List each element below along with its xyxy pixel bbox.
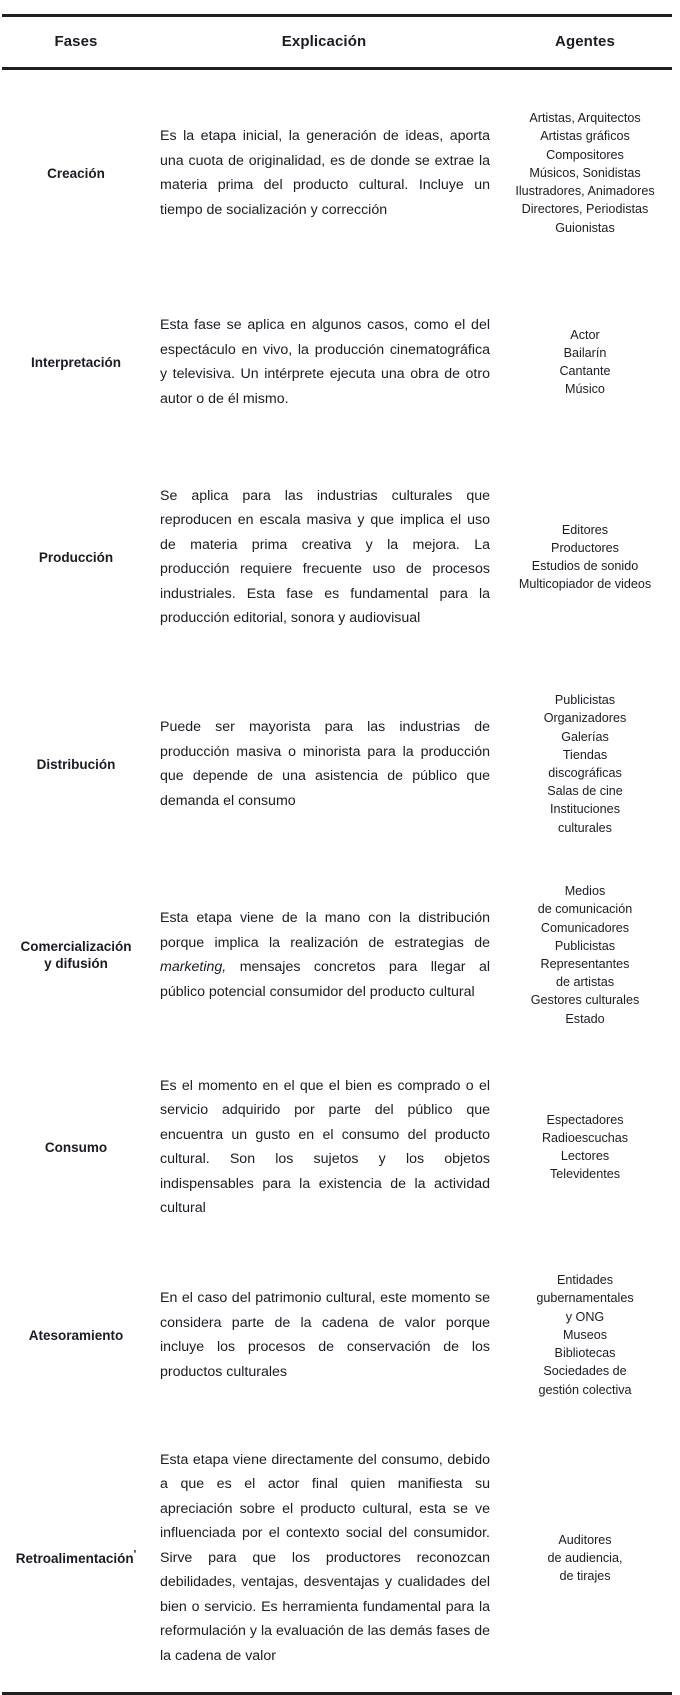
phase-agents <box>498 1246 672 1424</box>
phase-explanation <box>150 448 498 666</box>
agent-item: Representantes <box>540 957 630 971</box>
agent-item: Compositores <box>546 147 624 162</box>
phase-explanation <box>150 276 498 448</box>
agent-item: Editores <box>561 522 609 537</box>
phase-name: Creación <box>47 165 105 181</box>
phase-name-line2: y difusión <box>44 956 108 971</box>
agent-item: de tirajes <box>559 1569 611 1584</box>
footnote-marker: ' <box>133 1548 137 1560</box>
agent-item: y ONG <box>565 1309 605 1324</box>
agent-item: Artistas gráficos <box>540 129 630 144</box>
agent-item: Directores, Periodistas <box>521 202 649 217</box>
phase-explanation <box>150 1048 498 1246</box>
agent-item: Gestores culturales <box>530 993 640 1008</box>
explanation-part-post: mensajes concretos para llegar al público potencial consumidor del producto cultural <box>160 959 490 1000</box>
explanation-text <box>160 906 490 1004</box>
agent-item: Músicos, Sonidistas <box>529 165 641 180</box>
table-row <box>2 1048 672 1246</box>
column-header-fases: Fases <box>54 33 98 50</box>
agent-item: Auditores <box>558 1532 612 1547</box>
phase-agents <box>498 1048 672 1246</box>
explanation-text: Puede ser mayorista para las industrias de producción masiva o minorista para la producción que depende de una asistencia de público que demanda el consumo <box>160 719 490 809</box>
agent-item: Salas de cine <box>547 784 623 799</box>
agent-item: Productores <box>551 540 619 555</box>
agent-item: de comunicación <box>537 902 633 917</box>
agent-item: Bibliotecas <box>554 1346 616 1361</box>
table-row <box>2 448 672 666</box>
phase-agents <box>498 1424 672 1694</box>
explanation-text: Se aplica para las industrias culturales que reproducen en escala masiva y que implica el uso de materia prima creativa y la mejora. La producción requiere frecuente uso de procesos industriales. Esta fase es fundamental para la producción editorial, sonora y audiovisual <box>160 487 490 626</box>
explanation-text: Esta fase se aplica en algunos casos, como el del espectáculo en vivo, la producción cinematográfica y televisiva. Un intérprete ejecuta una obra de otro autor o de él mismo. <box>160 317 490 407</box>
agent-item: Lectores <box>560 1149 610 1163</box>
phase-name-text: Retroalimentación <box>15 1550 134 1566</box>
explanation-part-pre: Esta etapa viene de la mano con la distribución porque implica la realización de estrategias de <box>160 910 490 951</box>
explanation-text: Es la etapa inicial, la generación de ideas, aporta una cuota de originalidad, es de donde se extrae la materia prima del producto cultural. Incluye un tiempo de socialización y corrección <box>160 128 490 218</box>
agent-item: Publicistas <box>554 938 616 953</box>
agent-item: Artistas, Arquitectos <box>529 111 641 126</box>
phase-name: Distribución <box>36 756 116 772</box>
phase-explanation <box>150 862 498 1048</box>
agent-item: Guionistas <box>555 220 615 235</box>
agent-item: Comunicadores <box>540 920 630 935</box>
phase-explanation <box>150 666 498 862</box>
agent-item: Actor <box>570 327 600 342</box>
agent-item: Estudios de sonido <box>531 559 639 573</box>
agent-item: Entidades <box>556 1273 613 1288</box>
table-row <box>2 1424 672 1694</box>
agent-item: de audiencia, <box>547 1550 623 1565</box>
agent-item: Músico <box>565 382 605 397</box>
phase-name: Interpretación <box>30 354 122 370</box>
agent-item: Radioescuchas <box>541 1130 629 1145</box>
table-header <box>2 16 672 69</box>
phase-name-line1: Comercialización <box>20 939 132 954</box>
agent-item: Ilustradores, Animadores <box>515 184 655 199</box>
agent-item: Instituciones <box>549 802 620 817</box>
explanation-emphasis: marketing, <box>160 959 227 975</box>
phase-name: Atesoramiento <box>28 1327 124 1343</box>
cultural-value-chain-table <box>2 14 672 1695</box>
agent-item: Medios <box>564 884 606 899</box>
table-row <box>2 276 672 448</box>
agent-item: de artistas <box>555 975 615 990</box>
agent-item: Multicopiador de videos <box>518 577 652 592</box>
column-header-agentes: Agentes <box>555 33 615 50</box>
agent-item: Bailarín <box>563 345 607 360</box>
explanation-text: Es el momento en el que el bien es comprado o el servicio adquirido por parte del público que encuentra un gusto en el consumo del producto cultural. Son los sujetos y los objetos indispensables para la existencia de la actividad cultural <box>160 1077 490 1216</box>
phase-agents <box>498 448 672 666</box>
phase-agents <box>498 666 672 862</box>
table-row <box>2 862 672 1048</box>
phase-agents <box>498 276 672 448</box>
phase-explanation <box>150 1424 498 1694</box>
phase-agents <box>498 862 672 1048</box>
agent-item: Televidentes <box>549 1167 620 1182</box>
agent-item: Cantante <box>559 364 611 378</box>
phase-explanation <box>150 69 498 277</box>
phase-name <box>2 1424 150 1694</box>
agent-item: Sociedades de <box>543 1364 627 1379</box>
phase-name: Producción <box>38 549 114 565</box>
table-body <box>2 69 672 1694</box>
agent-item: Tiendas <box>562 747 608 762</box>
agent-item: discográficas <box>548 766 622 780</box>
agent-item: Espectadores <box>546 1112 624 1127</box>
column-header-explicacion: Explicación <box>281 33 367 50</box>
phase-agents <box>498 69 672 277</box>
table-row <box>2 1246 672 1424</box>
table-sheet <box>0 14 680 1664</box>
phase-name <box>2 862 150 1048</box>
agent-item: Galerías <box>561 729 609 744</box>
agent-item: gestión colectiva <box>538 1382 632 1397</box>
agent-item: culturales <box>558 820 612 835</box>
agent-item: Publicistas <box>554 693 616 708</box>
phase-name: Consumo <box>44 1139 108 1155</box>
agent-item: gubernamentales <box>536 1291 634 1306</box>
agent-item: Organizadores <box>543 711 627 726</box>
phase-explanation <box>150 1246 498 1424</box>
agent-item: Estado <box>565 1011 605 1026</box>
explanation-text: Esta etapa viene directamente del consumo, debido a que es el actor final quien manifiesta su apreciación sobre el producto cultural, esta se ve influenciada por el contexto social del consumidor. Sirve para que los productores reconozcan debilidades, ventajas, desventajas y cualidades del bien o servicio. Es herramienta fundamental para la reformulación y la evaluación de las demás fases de la cadena de valor <box>160 1451 490 1664</box>
table-row <box>2 666 672 862</box>
table-row <box>2 69 672 277</box>
agent-item: Museos <box>562 1327 608 1342</box>
explanation-text: En el caso del patrimonio cultural, este momento se considera parte de la cadena de valor porque incluye los procesos de conservación de los productos culturales <box>160 1290 490 1380</box>
header-row <box>2 16 672 69</box>
